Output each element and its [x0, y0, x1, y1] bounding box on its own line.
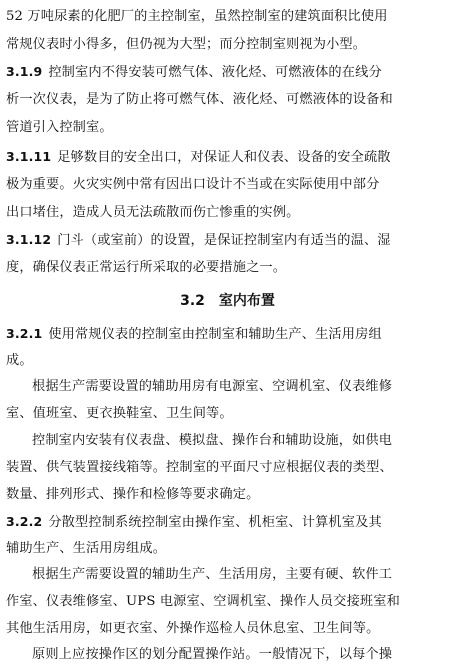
- paragraph-line: 装置、供气装置接线箱等。控制室的平面尺寸应根据仪表的类型、: [6, 460, 393, 475]
- clause-number: 3.1.9: [6, 64, 43, 79]
- paragraph-line: 析一次仪表，是为了防止将可燃气体、液化烃、可燃液体的设备和: [6, 92, 393, 107]
- section-number: 3.2: [180, 293, 205, 309]
- paragraph-line: 控制室内安装有仪表盘、模拟盘、操作台和辅助设施，如供电: [32, 433, 393, 448]
- clause-number: 3.2.1: [6, 326, 43, 341]
- paragraph-line: 52 万吨尿素的化肥厂的主控制室，虽然控制室的建筑面积比使用: [6, 9, 388, 24]
- paragraph-line: 极为重要。火灾实例中常有因出口设计不当或在实际使用中部分: [6, 177, 380, 192]
- paragraph-line: 室、值班室、更衣换鞋室、卫生间等。: [6, 406, 233, 421]
- paragraph-line: 成。: [6, 353, 33, 368]
- paragraph-line: 其他生活用房，如更衣室、外操作巡检人员休息室、卫生间等。: [6, 621, 380, 636]
- clause-line: 3.1.11 足够数目的安全出口，对保证人和仪表、设备的安全疏散: [6, 149, 391, 165]
- paragraph-line: 作室、仪表维修室、UPS 电源室、空调机室、操作人员交接班室和: [6, 594, 400, 609]
- clause-line: 3.2.1 使用常规仪表的控制室由控制室和辅助生产、生活用房组: [6, 326, 382, 342]
- paragraph-line: 度，确保仪表正常运行所采取的必要措施之一。: [6, 260, 287, 275]
- paragraph-line: 出口堵住，造成人员无法疏散而伤亡惨重的实例。: [6, 205, 300, 220]
- paragraph-line: 辅助生产、生活用房组成。: [6, 541, 167, 556]
- section-title: 室内布置: [218, 293, 275, 309]
- clause-number: 3.1.12: [6, 232, 52, 247]
- paragraph-line: 根据生产需要设置的辅助用房有电源室、空调机室、仪表维修: [32, 379, 393, 394]
- paragraph-line: 根据生产需要设置的辅助生产、生活用房，主要有硬、软件工: [32, 567, 393, 582]
- paragraph-line: 常规仪表时小得多，但仍视为大型；而分控制室则视为小型。: [6, 37, 367, 52]
- clause-line: 3.1.9 控制室内不得安装可燃气体、液化烃、可燃液体的在线分: [6, 64, 382, 80]
- clause-line: 3.1.12 门斗（或室前）的设置，是保证控制室内有适当的温、湿: [6, 232, 391, 248]
- paragraph-line: 管道引入控制室。: [6, 120, 113, 135]
- paragraph-line: 原则上应按操作区的划分配置操作站。一般情况下，以每个操: [32, 647, 393, 662]
- clause-number: 3.1.11: [6, 149, 52, 164]
- section-heading: [0, 292, 455, 310]
- paragraph-line: 数量、排列形式、操作和检修等要求确定。: [6, 487, 260, 502]
- clause-number: 3.2.2: [6, 514, 43, 529]
- clause-line: 3.2.2 分散型控制系统控制室由操作室、机柜室、计算机室及其: [6, 514, 382, 530]
